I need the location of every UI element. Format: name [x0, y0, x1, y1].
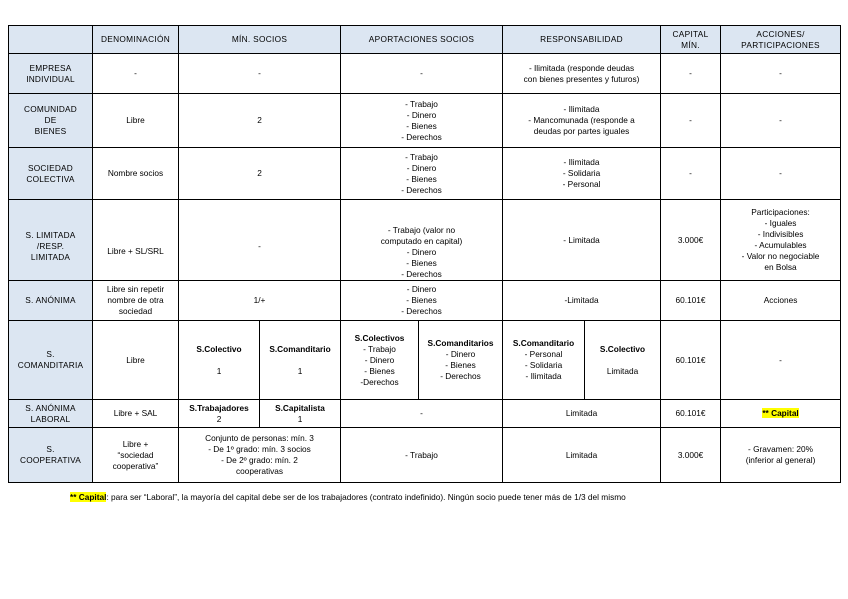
row-name-line: COLECTIVA: [26, 173, 75, 184]
cell-acciones: [721, 428, 841, 483]
cell-line: - Valor no negociable: [741, 251, 820, 261]
header-acciones: [721, 26, 841, 54]
row-header-comunidad: [9, 94, 93, 148]
cell-line: “sociedad: [117, 449, 154, 460]
cell-line: 1: [297, 413, 303, 424]
cell-capital: -: [661, 148, 721, 200]
cell-line: - Trabajo (valor no: [387, 225, 456, 235]
row-name-line: S.: [46, 349, 55, 359]
cell-line: Participaciones:: [751, 207, 810, 217]
cell-line: - Dinero: [406, 162, 437, 173]
cell-line: - Solidaria: [562, 168, 601, 178]
cell-acciones: Acciones: [721, 281, 841, 321]
row-name-line: COMANDITARIA: [17, 360, 84, 370]
cell-capital: 60.101€: [661, 281, 721, 321]
cell-line: - Derechos: [401, 184, 442, 195]
cell-capital: -: [661, 54, 721, 94]
cell-socios-comanditario: [260, 321, 341, 400]
cell-line: - Ilimitada: [563, 157, 600, 167]
footnote-text: : para ser “Laboral”, la mayoría del capital debe ser de los trabajadores (contrato indefinido). Ningún socio puede tener más de 1/3 del mismo: [106, 492, 626, 502]
cell-line: 1: [216, 365, 222, 376]
cell-line: Libre +: [122, 438, 149, 449]
cell-line: con bienes presentes y futuros): [523, 73, 640, 84]
cell-socios-colectivo: [179, 321, 260, 400]
cell-capital: -: [661, 94, 721, 148]
table-row: [9, 200, 841, 281]
cell-denominacion: Libre + SL/SRL: [93, 200, 179, 281]
cell-line: - Gravamen: 20%: [748, 444, 814, 454]
row-name-line: INDIVIDUAL: [26, 73, 75, 84]
cell-line: deudas por partes iguales: [533, 126, 630, 136]
cell-line: - Derechos: [401, 306, 442, 316]
cell-line: 2: [216, 413, 222, 424]
cell-line: - Iguales: [764, 218, 797, 228]
cell-aportaciones: [341, 200, 503, 281]
row-name-line: /RESP.: [36, 240, 65, 251]
cell-denominacion: Libre + SAL: [93, 400, 179, 428]
cell-line: cooperativas: [235, 466, 284, 476]
cell-line: Limitada: [606, 365, 639, 376]
sub-header: S.Trabajadores: [189, 402, 249, 413]
header-capital-line2: MÍN.: [681, 39, 700, 50]
cell-line: - Ilimitada: [563, 104, 600, 114]
capital-highlight: ** Capital: [762, 408, 799, 418]
sub-header: S.Comanditario: [512, 338, 575, 348]
cell-responsabilidad: [503, 94, 661, 148]
table-row: [9, 281, 841, 321]
header-acciones-line2: PARTICIPACIONES: [741, 39, 820, 50]
table-row: [9, 400, 841, 428]
cell-line: - Derechos: [401, 131, 442, 142]
cell-capital: 60.101€: [661, 400, 721, 428]
header-aportaciones: APORTACIONES SOCIOS: [341, 26, 503, 54]
cell-min-socios: [179, 428, 341, 483]
cell-capital: 3.000€: [661, 200, 721, 281]
cell-aportaciones: [341, 281, 503, 321]
row-header-cooperativa: [9, 428, 93, 483]
row-header-laboral: [9, 400, 93, 428]
row-name-line: S. ANÓNIMA: [25, 402, 76, 413]
row-header-anonima: S. ANÓNIMA: [9, 281, 93, 321]
cell-line: - De 2º grado: mín. 2: [221, 455, 298, 465]
row-name-line: LIMITADA: [30, 251, 71, 262]
cell-line: - Dinero: [406, 284, 437, 294]
cell-line: - Personal: [524, 349, 563, 359]
cell-responsabilidad: -Limitada: [503, 281, 661, 321]
cell-line: - Bienes: [406, 258, 437, 268]
cell-acciones: [721, 400, 841, 428]
cell-resp-comanditario: [503, 321, 585, 400]
cell-acciones: -: [721, 94, 841, 148]
cell-denominacion: [93, 281, 179, 321]
sociedades-table: [8, 25, 841, 483]
cell-line: - Dinero: [406, 109, 437, 120]
cell-aportaciones: [341, 94, 503, 148]
footnote: [70, 492, 626, 503]
cell-line: - Dinero: [445, 349, 476, 359]
row-name-line: COMUNIDAD: [24, 104, 77, 114]
header-capital-line1: CAPITAL: [672, 28, 709, 39]
sub-header: S.Comanditarios: [427, 338, 494, 348]
cell-responsabilidad: - Limitada: [503, 200, 661, 281]
cell-line: - Trabajo: [405, 151, 438, 162]
cell-denominacion: Libre: [93, 94, 179, 148]
table-row: [9, 148, 841, 200]
cell-acciones: -: [721, 321, 841, 400]
cell-line: - Indivisibles: [757, 229, 804, 239]
cell-line: - Bienes: [445, 360, 476, 370]
cell-aportaciones: - Trabajo: [341, 428, 503, 483]
sub-header: S.Capitalista: [275, 402, 325, 413]
cell-line: - Ilimitada: [525, 371, 562, 381]
sub-header: S.Comanditario: [269, 343, 331, 354]
cell-line: cooperativa”: [112, 460, 159, 471]
sub-header: S.Colectivos: [354, 332, 405, 343]
cell-denominacion: Nombre socios: [93, 148, 179, 200]
table-row: [9, 94, 841, 148]
cell-denominacion: [93, 428, 179, 483]
table-row: [9, 428, 841, 483]
cell-line: computado en capital): [380, 236, 463, 246]
header-blank: [9, 26, 93, 54]
sub-header: S.Colectivo: [196, 343, 242, 354]
cell-line: - Bienes: [364, 365, 395, 376]
sub-header: S.Colectivo: [599, 343, 646, 354]
cell-line: - Ilimitada (responde deudas: [528, 62, 635, 73]
cell-line: - Derechos: [440, 371, 481, 381]
cell-acciones: [721, 200, 841, 281]
cell-line: - Bienes: [406, 120, 437, 131]
cell-line: nombre de otra: [107, 295, 164, 305]
row-name-line: S. LIMITADA: [25, 229, 76, 240]
cell-line: - Bienes: [406, 173, 437, 184]
cell-capital: 60.101€: [661, 321, 721, 400]
cell-aportaciones: -: [341, 54, 503, 94]
cell-acciones: -: [721, 54, 841, 94]
cell-line: - Trabajo: [405, 98, 438, 109]
cell-responsabilidad: [503, 148, 661, 200]
cell-socios-capitalista: [260, 400, 341, 428]
row-name-line: S.: [46, 444, 55, 454]
cell-line: - Dinero: [364, 354, 395, 365]
cell-min-socios: 1/+: [179, 281, 341, 321]
row-header-empresa: [9, 54, 93, 94]
cell-line: 1: [297, 365, 303, 376]
cell-min-socios: 2: [179, 148, 341, 200]
cell-line: - Personal: [562, 179, 601, 189]
cell-line: Libre sin repetir: [106, 284, 165, 294]
cell-line: sociedad: [118, 306, 153, 316]
header-denominacion: DENOMINACIÓN: [93, 26, 179, 54]
cell-line: - Derechos: [401, 269, 442, 279]
cell-resp-colectivo: [585, 321, 661, 400]
footnote-marker: ** Capital: [70, 492, 107, 502]
cell-denominacion: Libre: [93, 321, 179, 400]
cell-line: - Bienes: [406, 295, 437, 305]
row-name-line: BIENES: [34, 126, 67, 136]
header-responsabilidad: RESPONSABILIDAD: [503, 26, 661, 54]
row-name-line: DE: [44, 115, 57, 125]
cell-min-socios: -: [179, 200, 341, 281]
row-name-line: COOPERATIVA: [20, 455, 81, 465]
cell-line: (inferior al general): [745, 455, 816, 465]
row-name-line: EMPRESA: [29, 62, 72, 73]
cell-capital: 3.000€: [661, 428, 721, 483]
cell-socios-trabajadores: [179, 400, 260, 428]
cell-line: en Bolsa: [764, 262, 797, 272]
row-header-limitada: [9, 200, 93, 281]
header-row: [9, 26, 841, 54]
cell-aportaciones: -: [341, 400, 503, 428]
cell-responsabilidad: Limitada: [503, 400, 661, 428]
header-acciones-line1: ACCIONES/: [756, 28, 805, 39]
row-name-line: LABORAL: [30, 413, 71, 424]
cell-acciones: -: [721, 148, 841, 200]
cell-line: - Solidaria: [524, 360, 563, 370]
cell-min-socios: 2: [179, 94, 341, 148]
cell-line: -Derechos: [360, 376, 399, 387]
cell-line: Conjunto de personas: mín. 3: [205, 433, 314, 443]
cell-denominacion: -: [93, 54, 179, 94]
header-min-socios: MÍN. SOCIOS: [179, 26, 341, 54]
cell-aport-comanditarios: [419, 321, 503, 400]
cell-line: - Trabajo: [363, 343, 396, 354]
row-header-colectiva: [9, 148, 93, 200]
header-capital: [661, 26, 721, 54]
cell-aport-colectivos: [341, 321, 419, 400]
cell-line: - Acumulables: [754, 240, 807, 250]
cell-min-socios: -: [179, 54, 341, 94]
cell-line: - Dinero: [406, 247, 437, 257]
table-row: [9, 321, 841, 400]
table-row: [9, 54, 841, 94]
cell-responsabilidad: [503, 54, 661, 94]
cell-aportaciones: [341, 148, 503, 200]
cell-line: - Mancomunada (responde a: [528, 115, 635, 125]
cell-line: - De 1º grado: mín. 3 socios: [208, 444, 311, 454]
row-name-line: SOCIEDAD: [28, 162, 73, 173]
cell-responsabilidad: Limitada: [503, 428, 661, 483]
row-header-comanditaria: [9, 321, 93, 400]
